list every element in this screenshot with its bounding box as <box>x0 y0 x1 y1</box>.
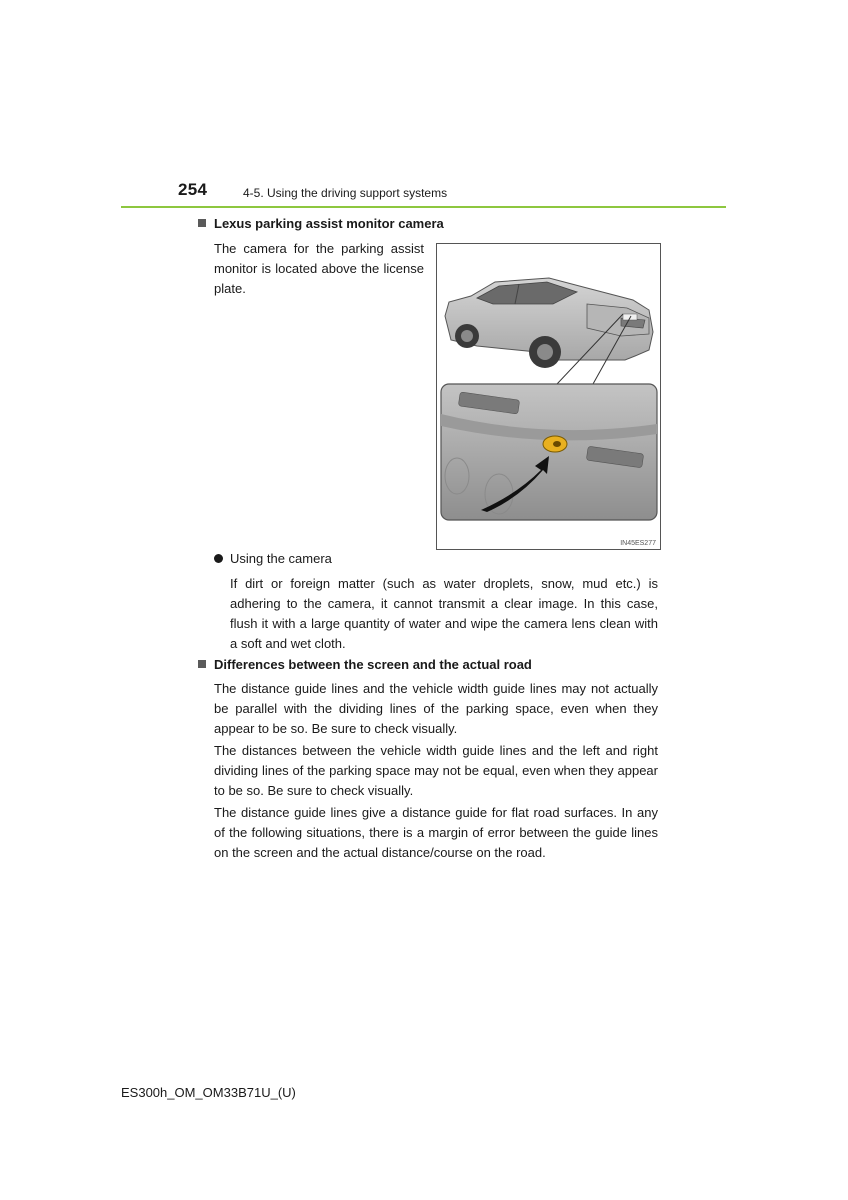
camera-illustration <box>437 244 660 549</box>
differences-paragraph-1: The distance guide lines and the vehicle width guide lines may not actually be parallel with the dividing lines of the parking space, even when they appear to be so. Be sure to check visually. <box>214 681 658 736</box>
dot-bullet-icon <box>214 554 223 563</box>
differences-paragraph-2: The distances between the vehicle width guide lines and the left and right dividing lines of the parking space may not be equal, even when they appear to be so. Be sure to check visually. <box>214 743 658 798</box>
differences-paragraph-3: The distance guide lines give a distance guide for flat road surfaces. In any of the following situations, there is a margin of error between the guide lines on the screen and the actual distance/course on the road. <box>214 805 658 860</box>
camera-location-figure <box>436 243 661 550</box>
zoom-inset <box>441 384 657 520</box>
bullet-using-camera <box>214 551 332 566</box>
camera-heading-text: Lexus parking assist monitor camera <box>214 216 444 231</box>
bullet-text: If dirt or foreign matter (such as water droplets, snow, mud etc.) is adhering to the camera, it cannot transmit a clear image. In this case, flush it with a large quantity of water and wipe the camera lens clean with a soft and wet cloth. <box>230 576 658 651</box>
header-rule <box>121 206 726 208</box>
camera-heading <box>198 216 444 231</box>
footer-doc-code: ES300h_OM_OM33B71U_(U) <box>121 1085 296 1100</box>
page-number: 254 <box>178 180 208 199</box>
car-icon <box>445 278 653 368</box>
camera-intro: The camera for the parking assist monitor is located above the license plate. <box>214 241 424 296</box>
figure-code: IN45ES277 <box>620 540 656 547</box>
square-bullet-icon <box>198 219 206 227</box>
section-title: 4-5. Using the driving support systems <box>243 186 448 200</box>
bullet-title: Using the camera <box>230 551 332 566</box>
square-bullet-icon <box>198 660 206 668</box>
differences-heading-text: Differences between the screen and the actual road <box>214 657 532 672</box>
differences-heading <box>198 657 532 672</box>
